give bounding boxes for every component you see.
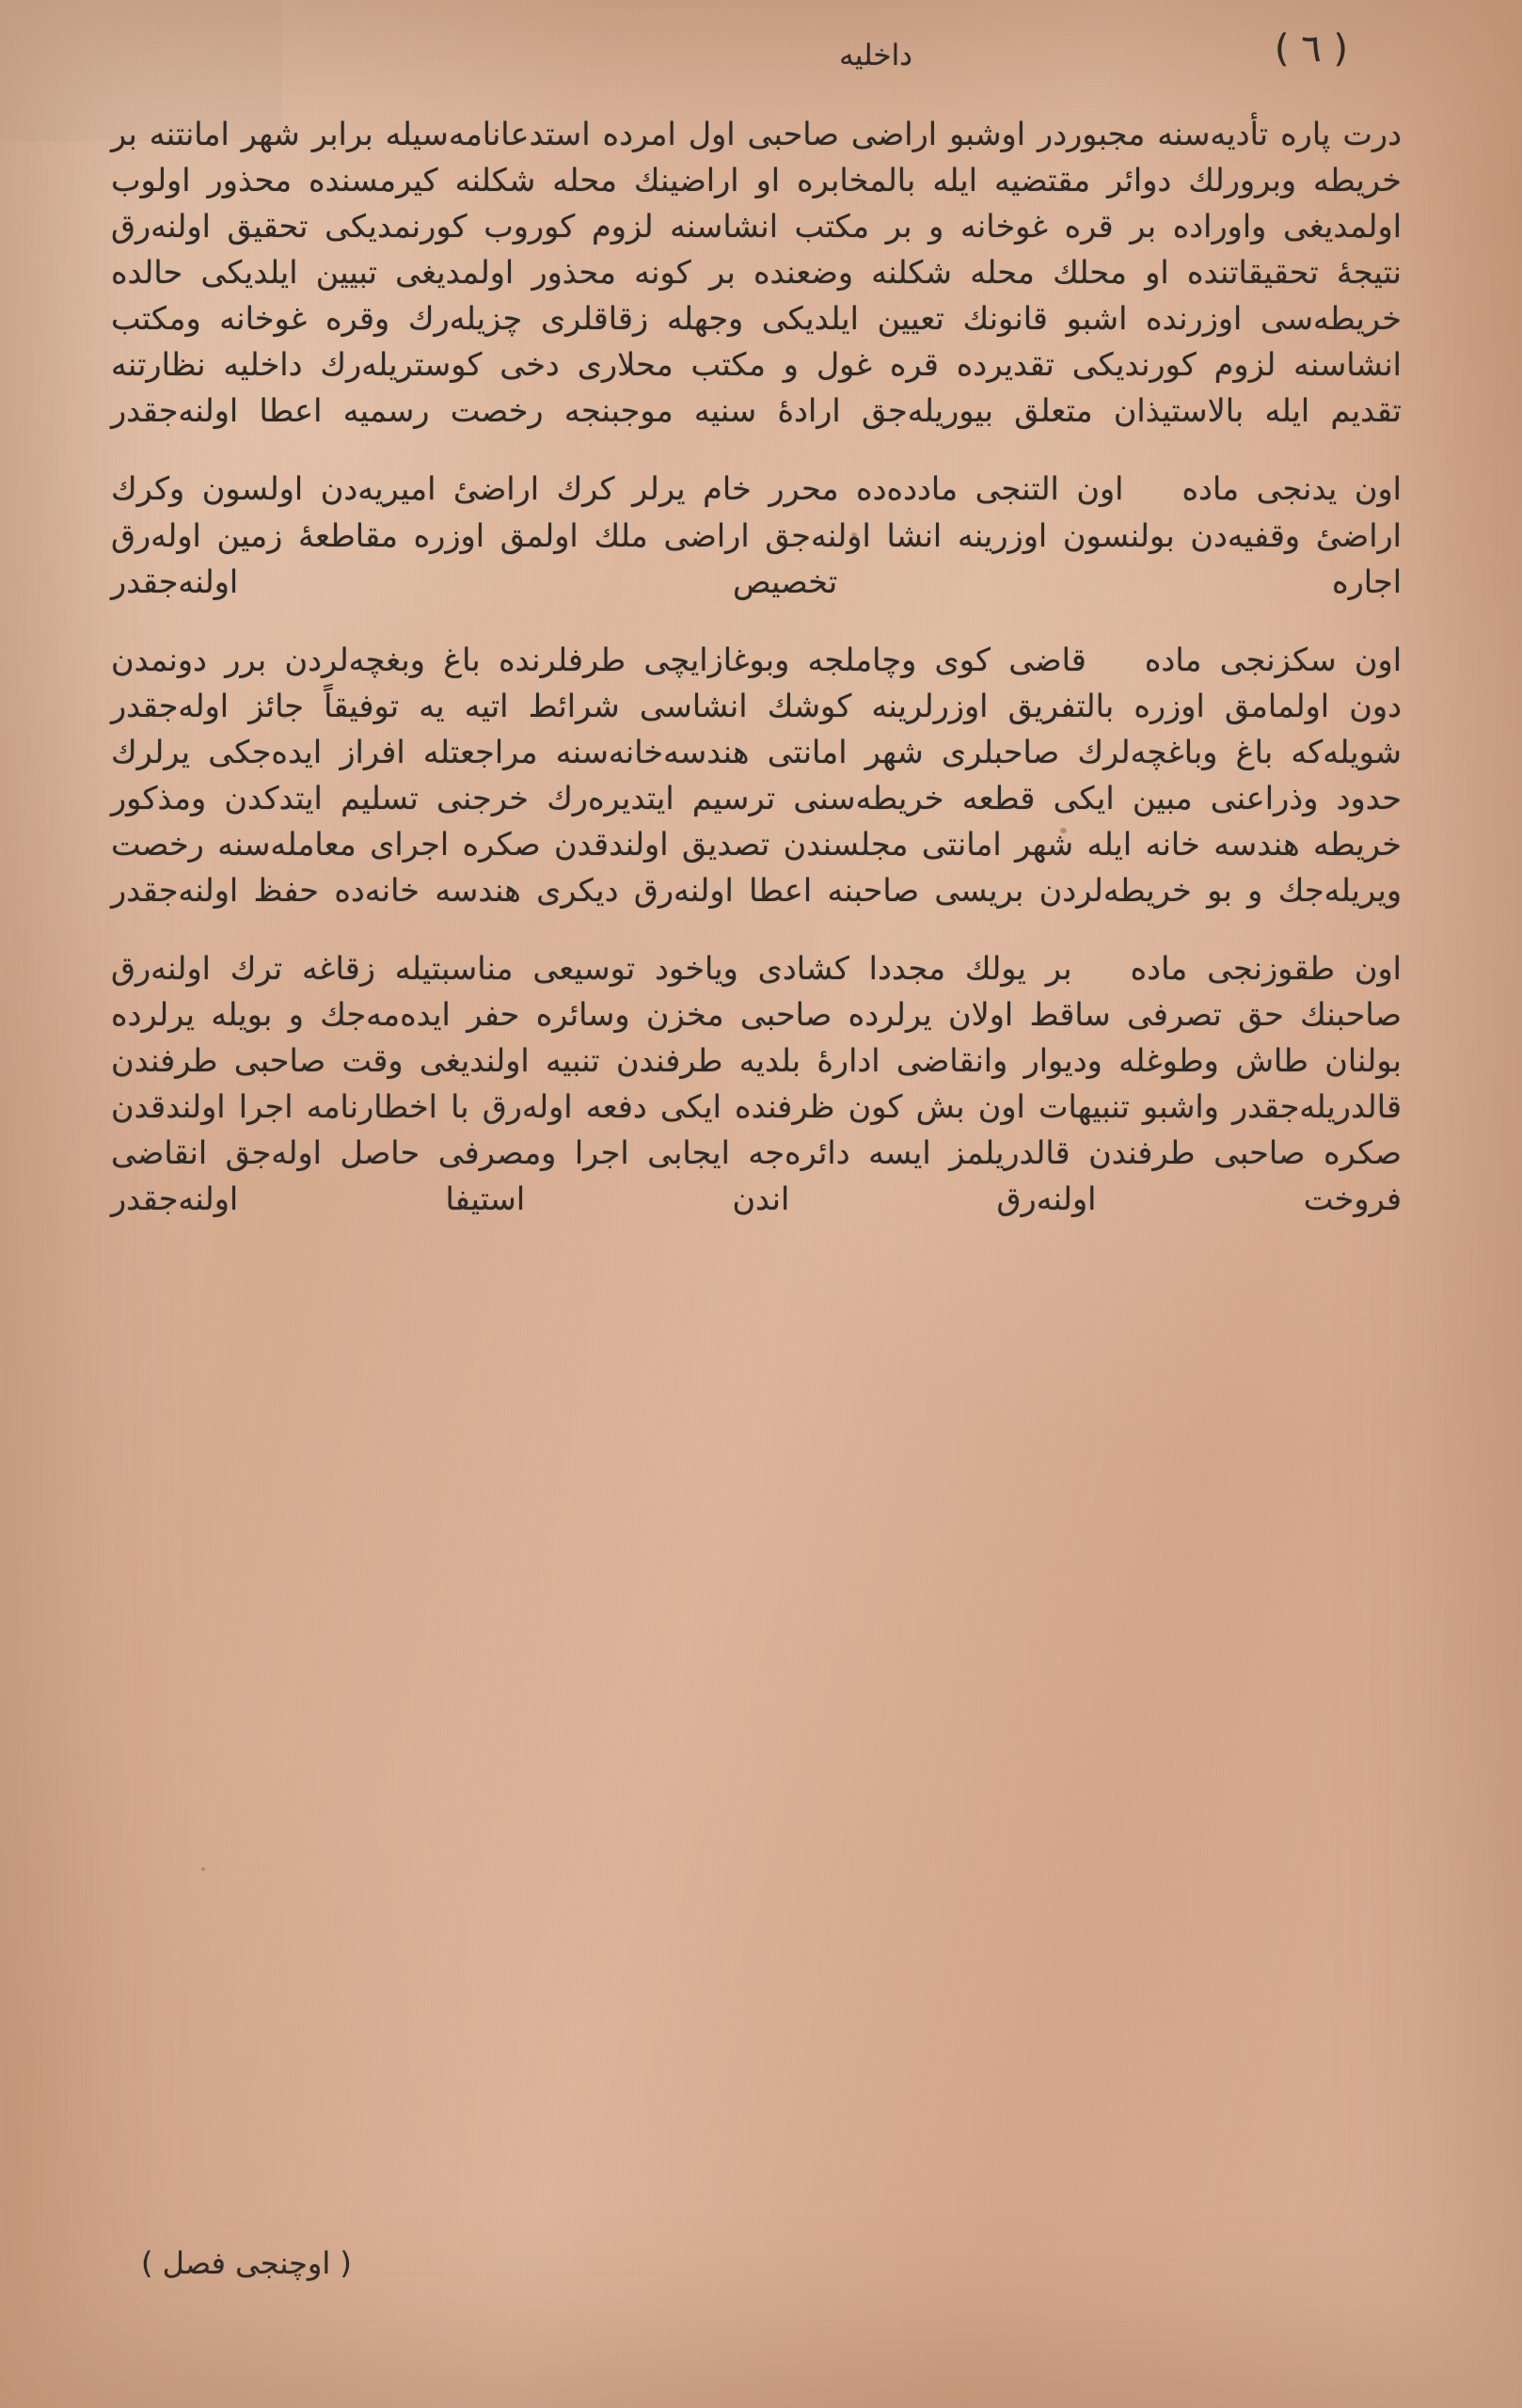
paragraph-continuation	[111, 111, 1402, 434]
article-heading-17: اون يدنجى ماده	[1181, 470, 1402, 508]
page-number: ( ٦ )	[1274, 27, 1348, 71]
page-header	[0, 24, 1522, 90]
article-heading-19: اون طقوزنجى ماده	[1130, 950, 1402, 987]
paragraph-article-19	[111, 945, 1402, 1222]
paragraph-text: قاضى كوى وچاملجه وبوغازايچى طرفلرنده باغ وبغچه‌لردن برر دونمدن دون اولمامق اوزره بالتفريق اوزرلرينه كوشك انشاسى شرائط اتيه يه توفيقاً جائز اوله‌جقدر شويله‌كه باغ وباغچه‌لرك صاحبلرى شهر امانتى هندسه‌خانه‌سنه مراجعتله افراز ايده‌جكى يرلرك حدود وذراعنى مبين ايكى قطعه خريطه‌سنى ترسيم ايتديره‌رك خرجنى تسليم ايتدكدن ومذكور خريطه هندسه خانه ايله شهر امانتى مجلسندن تصديق اولندقدن صكره اجراى معامله‌سنه رخصت ويريله‌جك و بو خريطه‌لردن بريسى صاحبنه اعطا اولنه‌رق ديكرى هندسه خانه‌ده حفظ اولنه‌جقدر	[111, 641, 1402, 909]
chapter-heading-line: ( اوچنجى فصل )	[141, 2245, 352, 2281]
running-head: داخليه	[839, 39, 912, 72]
paragraph-text: بر يولك مجددا كشادى وياخود توسيعى مناسبتيله زقاغه ترك اولنه‌رق صاحبنك حق تصرفى ساقط اولان يرلرده صاحبى مخزن وسائره حفر ايده‌مه‌جك و بويله يرلرده بولنان طاش وطوغله وديوار وانقاضى ادارهٔ بلديه طرفندن تنبيه اولنديغى وقت صاحبى طرفندن قالدريله‌جقدر واشبو تنبيهات اون بش كون ظرفنده ايكى دفعه اوله‌رق با اخطارنامه اجرا اولندقدن صكره صاحبى طرفندن قالدريلمز ايسه دائره‌جه ايجابى اجرا ومصرفى حاصل اوله‌جق انقاضى فروخت اولنه‌رق اندن استيفا اولنه‌جقدر	[111, 950, 1402, 1218]
paragraph-article-18	[111, 637, 1402, 913]
paragraph-article-17	[111, 466, 1402, 604]
paragraph-text: درت پاره تأديه‌سنه مجبوردر اوشبو اراضى صاحبى اول امرده استدعانامه‌سيله برابر شهر امانتنه بر خريطه وبرورلك دوائر مقتضيه ايله بالمخابره او اراضينك محله شكلنه كيرمسنده محذور اولوب اولمديغى واوراده بر قره غوخانه و بر مكتب انشاسنه لزوم كوروب كورنمديكى تحقيق اولنه‌رق نتيجهٔ تحقيقاتنده او محلك محله شكلنه وضعنده بر كونه محذور اولمديغى تبيين ايلديكى حالده خريطه‌سى اوزرنده اشبو قانونك تعيين ايلديكى وجهله زقاقلرى چزيله‌رك وقره غوخانه ومكتب انشاسنه لزوم كورنديكى تقديرده قره غول و مكتب محلارى دخى كوستريله‌رك داخليه نظارتنه تقديم ايله بالاستيذان متعلق بيوريله‌جق ارادهٔ سنيه موجبنجه رخصت رسميه اعطا اولنه‌جقدر	[111, 116, 1402, 430]
paragraph-text: اون التنجى مادده‌ده محرر خام يرلر كرك اراضىٔ اميريه‌دن اولسون وكرك اراضىٔ وقفيه‌دن بولنسون اوزرينه انشا اولنه‌جق اراضى ملك اولمق اوزره مقاطعهٔ زمين اوله‌رق اجاره تخصيص اولنه‌جقدر	[111, 470, 1402, 600]
article-heading-18: اون سكزنجى ماده	[1144, 641, 1403, 678]
body-text-block	[111, 111, 1402, 1254]
